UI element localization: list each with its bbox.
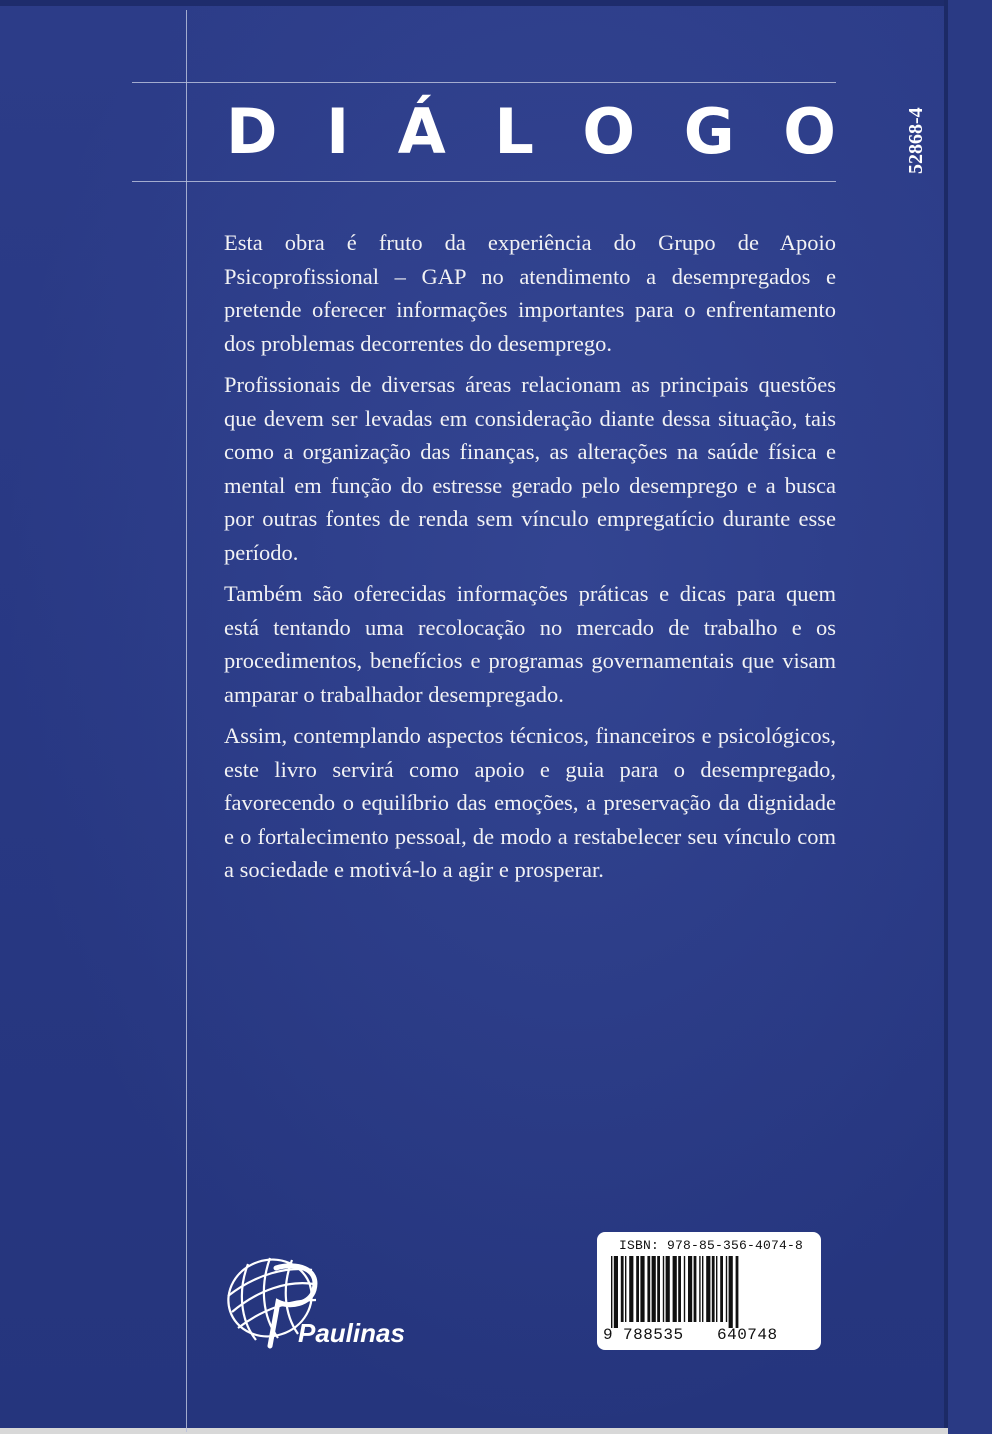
barcode-bar [716, 1256, 717, 1322]
globe-logo-icon [218, 1250, 405, 1360]
barcode-label [597, 1232, 821, 1350]
barcode-digit-group-1: 788535 [623, 1326, 684, 1344]
synopsis-paragraph-2: Profissionais de diversas áreas relacionam as principais questões que devem ser levadas em consideração diante dessa situação, tais como a organização das finanças, as alterações na saúde física e mental em função do estresse gerado pelo desemprego e a busca por outras fontes de renda sem vínculo empregatício durante esse período. [224, 372, 836, 565]
synopsis-paragraph-4: Assim, contemplando aspectos técnicos, financeiros e psicológicos, este livro servirá como apoio e guia para o desempregado, favorecendo o equilíbrio das emoções, a preservação da dignidade e o fortalecimento pessoal, de modo a restabelecer seu vínculo com a sociedade e motivá-lo a agir e prosperar. [224, 723, 836, 882]
barcode-bar [625, 1256, 626, 1322]
title-letter: L [494, 95, 534, 168]
title-letter: I [326, 95, 350, 168]
vertical-rule [186, 10, 187, 1432]
isbn-text: ISBN: 978-85-356-4074-8 [619, 1238, 804, 1253]
barcode-digit-first: 9 [603, 1326, 614, 1344]
title-letter: O [783, 95, 836, 168]
barcode-bar [694, 1256, 697, 1322]
barcode-bar [720, 1256, 723, 1322]
barcode-bar [684, 1256, 685, 1322]
barcode-bar [736, 1256, 739, 1328]
barcode-bar [663, 1256, 664, 1322]
barcode-bar [657, 1256, 660, 1322]
synopsis-paragraph-1: Esta obra é fruto da experiência do Grupo de Apoio Psicoprofissional – GAP no atendimento a desempregados e pretende oferecer informações importantes para o enfrentamento dos problemas decorrentes do desemprego. [224, 230, 836, 356]
title-letter: G [683, 95, 735, 168]
barcode-bar [621, 1256, 624, 1322]
barcode-bar [640, 1256, 644, 1322]
cover-top-edge [0, 0, 948, 6]
barcode-bar [611, 1256, 612, 1328]
barcode-icon [609, 1256, 813, 1328]
barcode-digit-group-2: 640748 [717, 1326, 778, 1344]
barcode-bar [726, 1256, 727, 1322]
synopsis [224, 226, 836, 895]
barcode-bar [688, 1256, 692, 1322]
barcode-bar [647, 1256, 650, 1322]
publisher-name: Paulinas [298, 1318, 405, 1348]
barcode-bar [614, 1256, 618, 1328]
cover-bottom-edge [0, 1428, 948, 1434]
barcode-digits [603, 1326, 817, 1344]
barcode-bar [712, 1256, 715, 1322]
series-title [226, 96, 836, 168]
title-bottom-rule [132, 181, 836, 182]
barcode-bar [729, 1256, 733, 1328]
cover-right-edge [944, 0, 948, 1434]
barcode-bar [706, 1256, 710, 1322]
barcode-bar [702, 1256, 703, 1322]
barcode-bar [673, 1256, 677, 1322]
barcode-bar [666, 1256, 670, 1322]
paulinas-logo [218, 1250, 405, 1360]
barcode-bar [678, 1256, 681, 1322]
synopsis-paragraph-3: Também são oferecidas informações práticas e dicas para quem está tentando uma recolocação no mercado de trabalho e os procedimentos, benefícios e programas governamentais que visam amparar o trabalhador desempregado. [224, 581, 836, 707]
barcode-bar [629, 1256, 633, 1322]
title-letter: O [582, 95, 636, 168]
title-top-rule [132, 82, 836, 83]
barcode-bar [699, 1256, 700, 1322]
title-letter: Á [397, 95, 446, 168]
catalog-code: 52868-4 [905, 107, 927, 174]
barcode-bar [636, 1256, 639, 1322]
barcode-bar [652, 1256, 656, 1322]
title-letter: D [226, 95, 278, 168]
